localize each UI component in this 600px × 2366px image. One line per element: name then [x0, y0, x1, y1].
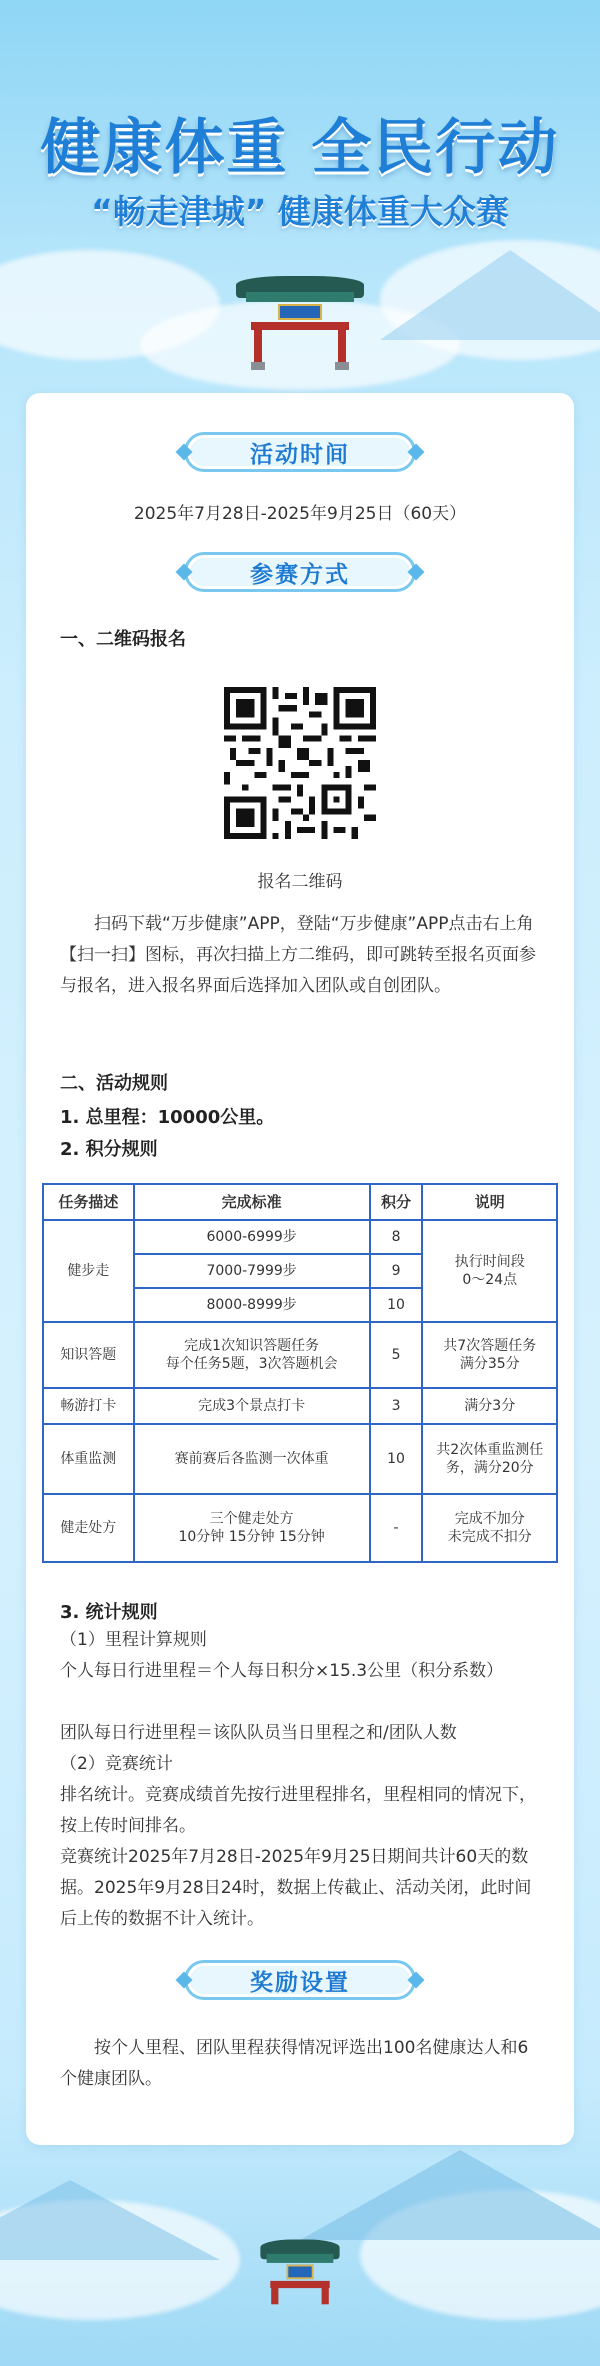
weight-points: 10	[370, 1424, 423, 1494]
walk-standard-3: 8000-8999步	[134, 1288, 370, 1322]
section-header-method	[26, 549, 574, 595]
table-row	[43, 1388, 557, 1424]
hero-subtitle: “畅走津城” 健康体重大众赛	[91, 192, 509, 231]
task-weight: 体重监测	[43, 1424, 134, 1494]
task-walk: 健步走	[43, 1220, 134, 1322]
activity-dates: 2025年7月28日-2025年9月25日（60天）	[133, 504, 467, 524]
award-text: 按个人里程、团队里程获得情况评选出100名健康达人和6个健康团队。	[60, 2038, 529, 2089]
section-header-time	[26, 429, 574, 475]
weight-note: 共2次体重监测任 务，满分20分	[422, 1424, 557, 1494]
content-card	[26, 393, 574, 2145]
stats-period: 竞赛统计2025年7月28日-2025年9月25日期间共计60天的数据。2025年9月28日24时，数据上传截止、活动关闭，此时间后上传的数据不计入统计。	[60, 1847, 532, 1929]
signup-instructions: 扫码下载“万步健康”APP，登陆“万步健康”APP点击右上角【扫一扫】图标，再次扫描上方二维码，即可跳转至报名页面参与报名，进入报名界面后选择加入团队或自创团队。	[60, 914, 536, 996]
prescription-points: -	[370, 1494, 423, 1562]
stats-heading: 3. 统计规则	[60, 1602, 158, 1623]
quiz-note: 共7次答题任务 满分35分	[422, 1322, 557, 1388]
stats-subheading-2: （2）竞赛统计	[60, 1754, 173, 1774]
walk-points-1: 8	[370, 1220, 423, 1254]
stats-subheading-1: （1）里程计算规则	[60, 1630, 207, 1650]
stats-personal-formula: 个人每日行进里程＝个人每日积分×15.3公里（积分系数）	[60, 1661, 504, 1681]
section-title-time: 活动时间	[250, 441, 350, 468]
gate-illustration-bottom	[260, 2240, 339, 2303]
table-row	[43, 1322, 557, 1388]
signup-heading: 一、二维码报名	[60, 629, 186, 650]
stats-ranking: 排名统计。竞赛成绩首先按行进里程排名，里程相同的情况下，按上传时间排名。	[60, 1785, 536, 1836]
qr-caption: 报名二维码	[257, 872, 343, 892]
task-prescription: 健走处方	[43, 1494, 134, 1562]
header-standard: 完成标准	[134, 1184, 370, 1220]
section-title-award: 奖励设置	[250, 1969, 350, 1996]
task-quiz: 知识答题	[43, 1322, 134, 1388]
header-points: 积分	[370, 1184, 423, 1220]
section-title-method: 参赛方式	[250, 561, 350, 588]
walk-standard-2: 7000-7999步	[134, 1254, 370, 1288]
task-checkin: 畅游打卡	[43, 1388, 134, 1424]
walk-note: 执行时间段 0～24点	[422, 1220, 557, 1322]
rules-heading: 二、活动规则	[60, 1073, 168, 1094]
table-row	[43, 1494, 557, 1562]
table-header-row	[43, 1184, 557, 1220]
checkin-standard: 完成3个景点打卡	[134, 1388, 370, 1424]
hero-title: 健康体重 全民行动	[40, 113, 560, 183]
stats-team-formula: 团队每日行进里程＝该队队员当日里程之和/团队人数	[60, 1723, 457, 1743]
weight-standard: 赛前赛后各监测一次体重	[134, 1424, 370, 1494]
walk-points-3: 10	[370, 1288, 423, 1322]
checkin-note: 满分3分	[422, 1388, 557, 1424]
table-row	[43, 1424, 557, 1494]
rule-total-distance: 1. 总里程：10000公里。	[60, 1107, 275, 1128]
header-task: 任务描述	[43, 1184, 134, 1220]
checkin-points: 3	[370, 1388, 423, 1424]
quiz-points: 5	[370, 1322, 423, 1388]
points-rules-table	[42, 1183, 558, 1563]
quiz-standard: 完成1次知识答题任务 每个任务5题，3次答题机会	[134, 1322, 370, 1388]
prescription-standard: 三个健走处方 10分钟 15分钟 15分钟	[134, 1494, 370, 1562]
table-row	[43, 1220, 557, 1254]
rule-points-heading: 2. 积分规则	[60, 1139, 158, 1160]
walk-points-2: 9	[370, 1254, 423, 1288]
walk-standard-1: 6000-6999步	[134, 1220, 370, 1254]
section-header-award	[26, 1957, 574, 2003]
header-note: 说明	[422, 1184, 557, 1220]
prescription-note: 完成不加分 未完成不扣分	[422, 1494, 557, 1562]
gate-illustration	[236, 276, 364, 372]
signup-qr-code[interactable]	[224, 687, 376, 839]
